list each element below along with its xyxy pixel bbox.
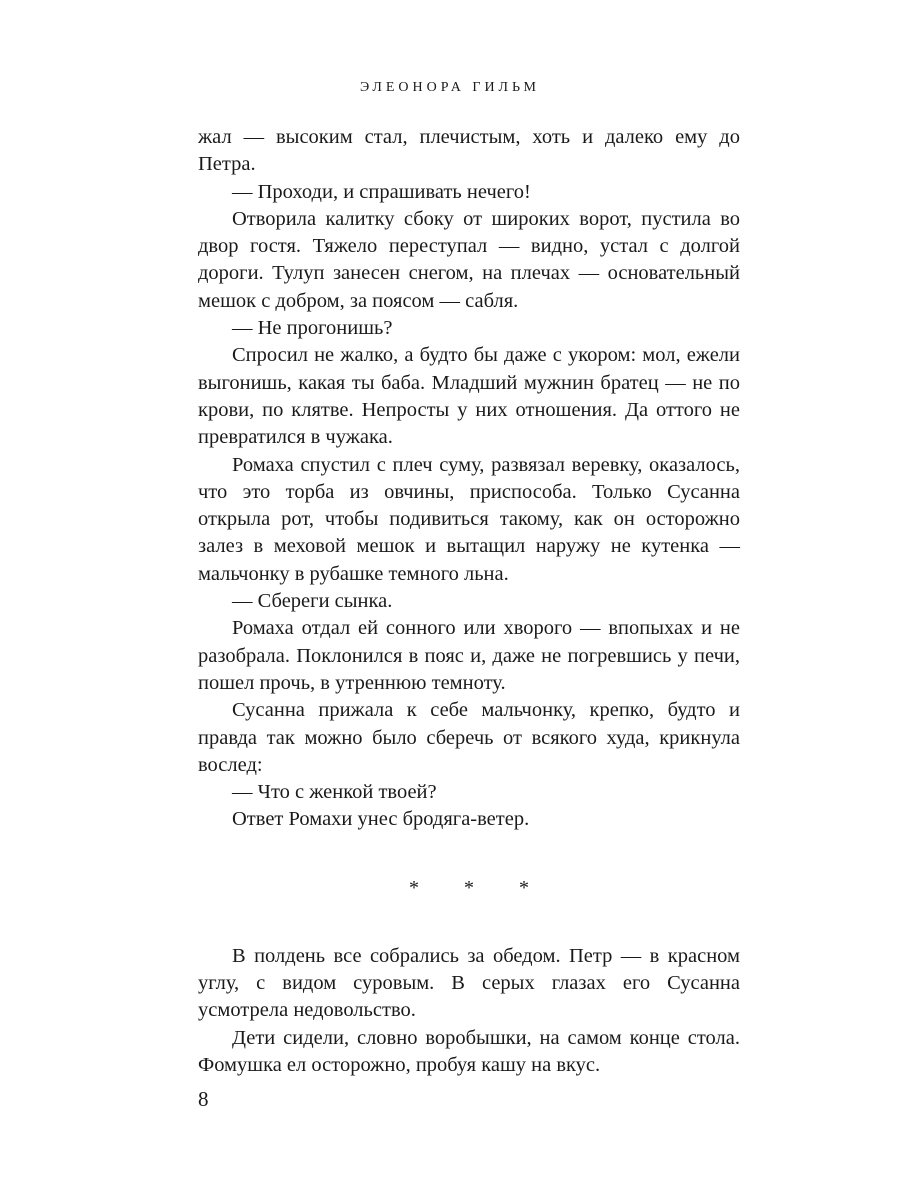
section-break: * * * [409,876,549,899]
paragraph: — Не прогонишь? [232,317,393,340]
paragraph: — Проходи, и спрашивать нечего! [232,180,531,203]
paragraph: Дети сидели, словно воробышки, на самом конце стола. Фомушка ел осторожно, пробуя кашу на вкус. [198,1026,740,1076]
paragraph: Ответ Ромахи унес бродяга-ветер. [232,808,530,831]
running-head: ЭЛЕОНОРА ГИЛЬМ [360,80,540,95]
paragraph: Сусанна прижала к себе мальчонку, крепко, будто и правда так можно было сберечь от всякого худа, крикнула вослед: [198,699,740,776]
page-number: 8 [198,1087,209,1111]
body-text [198,124,740,1079]
paragraph: Ромаха отдал ей сонного или хворого — впопыхах и не разобрала. Поклонился в пояс и, даже не погревшись у печи, пошел прочь, в утреннюю темноту. [198,617,740,694]
paragraph: В полдень все собрались за обедом. Петр — в красном углу, с видом суровым. В серых глазах его Сусанна усмотрела недовольство. [198,944,740,1022]
paragraph: Отворила калитку сбоку от широких ворот, пустила во двор гостя. Тяжело переступал — видно, устал с долгой дороги. Тулуп занесен снегом, на плечах — основательный мешок с добром, за поясом — сабля. [198,207,740,312]
paragraph: Спросил не жалко, а будто бы даже с укором: мол, ежели выгонишь, какая ты баба. Младший мужнин братец — не по крови, по клятве. Непросты у них отношения. Да оттого не превратился в чужака. [198,344,740,449]
paragraph: Ромаха спустил с плеч суму, развязал веревку, оказалось, что это торба из овчины, приспособа. Только Сусанна открыла рот, чтобы подивиться такому, как он осторожно залез в меховой мешок и вытащил наружу не кутенка — мальчонку в рубашке темного льна. [198,453,740,585]
paragraph: жал — высоким стал, плечистым, хоть и далеко ему до Петра. [198,126,740,176]
paragraph: — Что с женкой твоей? [232,781,437,804]
paragraph: — Сбереги сынка. [232,590,393,613]
